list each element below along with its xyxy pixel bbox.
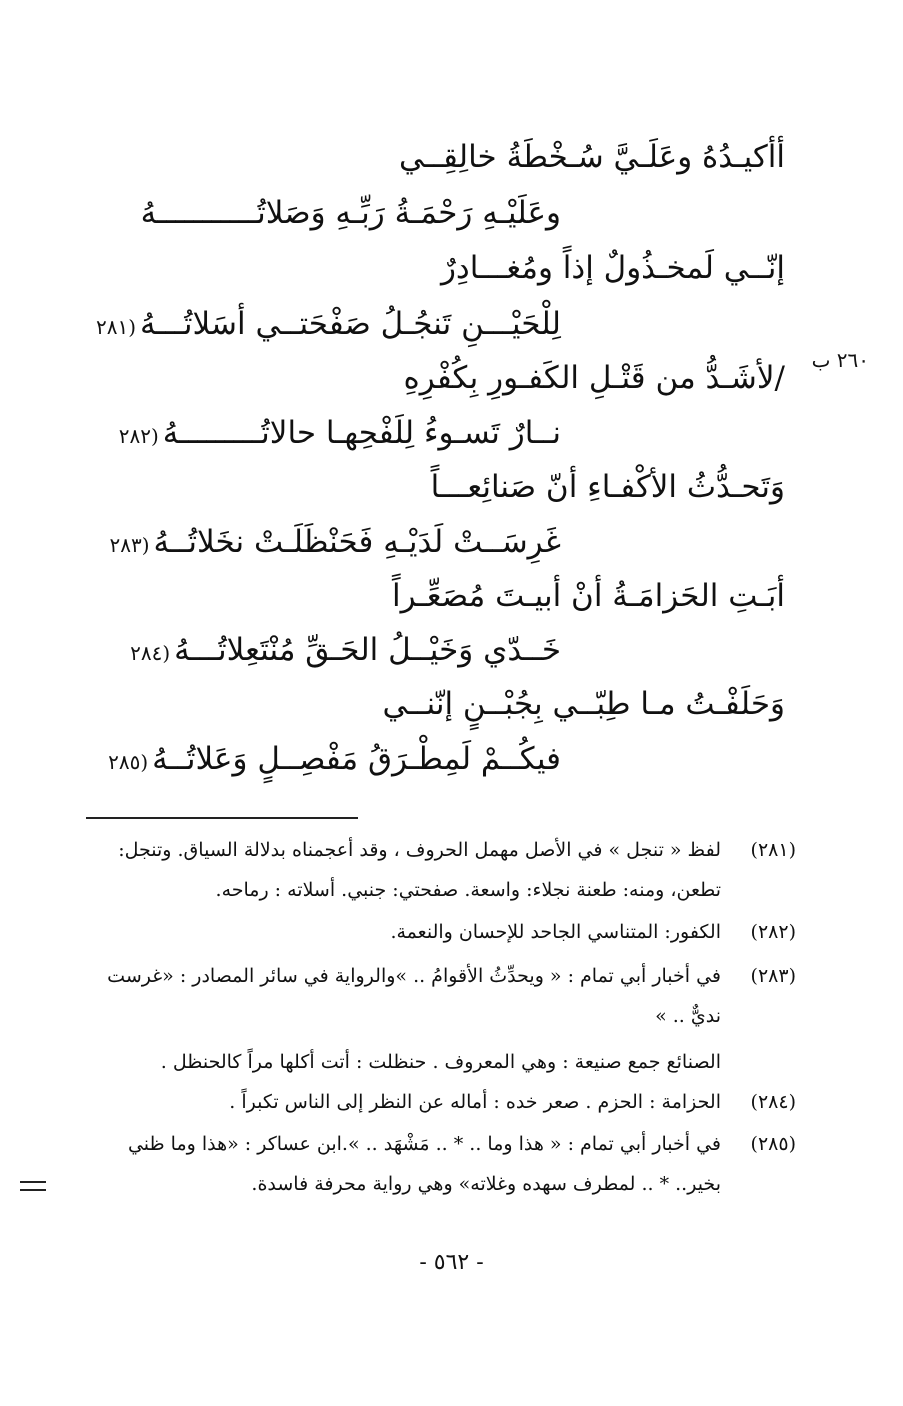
poem-line-10: خَــدّي وَخَيْــلُ الحَـقِّ مُنْتَعِلاتُـــهُ(٢٨٤	[130, 632, 561, 668]
poem-line-8: غَرِسَــتْ لَدَيْـهِ فَحَنْظَلَـتْ نخَلاتُــهُ(٢٨٣	[109, 524, 561, 560]
footnote-ref: (٢٨١	[95, 315, 137, 339]
footnote-line: الصنائع جمع صنيعة : وهي المعروف . حنظلت : أتت أكلها مراً كالحنظل .	[160, 1051, 721, 1073]
poem-line-11: وَحَلَفْـتُ مـا طِبّــي بِجُبْــنٍ إنّنــي	[382, 686, 785, 722]
margin-folio-note: ٢٦٠ ب	[811, 348, 869, 372]
poem-line-2: وعَلَيْـهِ رَحْمَـةُ رَبِّـهِ وَصَلاتُـــــــــــهُ	[140, 195, 561, 231]
footnote-281	[83, 830, 796, 910]
footnote-line: تطعن، ومنه: طعنة نجلاء: واسعة. صفحتي: جنبي. أسلاته : رماحه.	[215, 879, 721, 901]
poem-line-12: فيكُــمْ لَمِطْـرَقُ مَفْصِــلٍ وَعَلاتُــهُ(٢٨٥	[108, 741, 561, 777]
poem-line-7: وَتَحـدُّثُ الأكْفـاءِ أنّ صَنائِعـــاً	[430, 469, 785, 505]
footnote-283	[83, 956, 796, 1082]
footnote-number: (٢٨٥)	[750, 1133, 796, 1155]
poem-line-9: أبَـتِ الحَزامَـةُ أنْ أبيـتَ مُصَعِّـراً	[391, 578, 785, 614]
footnote-line: في أخبار أبي تمام : « ويحدِّثُ الأقوامُ .. »والرواية في سائر المصادر : «غرست	[107, 965, 721, 987]
poem-line-1: أأكيـدُهُ وعَلَـيَّ سُـخْطَةُ خالِقِــي	[398, 139, 785, 175]
footnote-line: الحزامة : الحزم . صعر خده : أماله عن النظر إلى الناس تكبراً .	[229, 1091, 721, 1113]
footnote-number: (٢٨٢)	[750, 921, 796, 943]
footnote-ref: (٢٨٢	[118, 424, 159, 448]
poem-line-5: /لأشَـدُّ من قَتْـلِ الكَفـورِ بِكُفْرِهِ	[403, 360, 785, 396]
footnote-number: (٢٨٣)	[750, 965, 796, 987]
footnote-line: نديٌّ .. »	[655, 1005, 721, 1027]
footnote-285	[83, 1124, 796, 1204]
footnote-line: لفظ « تنجل » في الأصل مهمل الحروف ، وقد أعجمناه بدلالة السياق. وتنجل:	[118, 839, 721, 861]
footnote-line: الكفور: المتناسي الجاحد للإحسان والنعمة.	[390, 921, 721, 943]
footnote-ref: (٢٨٤	[130, 641, 171, 665]
footnote-line: بخير.. * .. لمطرف سهده وغلاته» وهي رواية محرفة فاسدة.	[251, 1173, 721, 1195]
edge-double-line-mark	[20, 1181, 46, 1191]
footnote-separator	[86, 817, 358, 819]
poem-line-3: إنّــي لَمخـذُولٌ إذاً ومُغـــادِرٌ	[440, 250, 785, 286]
footnote-ref: (٢٨٣	[109, 533, 150, 557]
footnote-282	[83, 912, 796, 952]
footnote-line: في أخبار أبي تمام : « هذا وما .. * .. مَشْهَد .. ».ابن عساكر : «هذا وما ظني	[127, 1133, 721, 1155]
page-number: - ٥٦٢ -	[419, 1250, 484, 1275]
footnote-number: (٢٨٤)	[750, 1091, 796, 1113]
footnote-number: (٢٨١)	[750, 839, 796, 861]
poem-line-6: نــارٌ تَسـوءُ لِلَفْحِهـا حالاتُـــــــــهُ(٢٨٢	[118, 415, 561, 451]
poem-line-4: لِلْحَيْـــنِ تَنجُـلُ صَفْحَتــي أسَلاتُـــهُ(٢٨١	[95, 306, 561, 342]
footnote-284	[83, 1082, 796, 1122]
footnote-ref: (٢٨٥	[108, 750, 149, 774]
